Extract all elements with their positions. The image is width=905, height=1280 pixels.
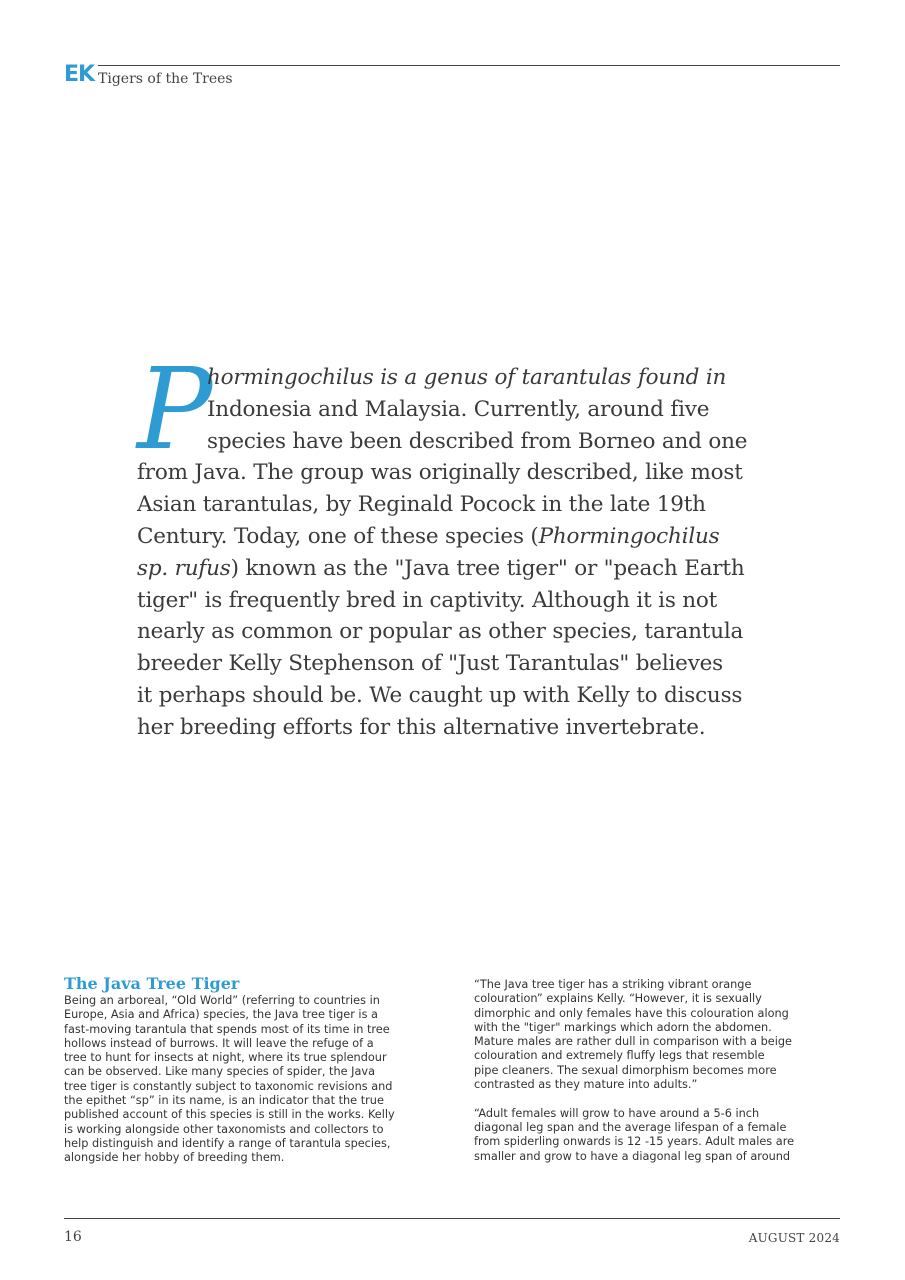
- intro-line: it perhaps should be. We caught up with Kelly to discuss: [137, 682, 743, 708]
- left-column: [64, 975, 424, 1166]
- body-line: diagonal leg span and the average lifespan of a female: [474, 1120, 787, 1134]
- body-line: from spiderling onwards is 12 -15 years. Adult males are: [474, 1135, 795, 1149]
- body-line: Mature males are rather dull in comparison with a beige: [474, 1035, 792, 1049]
- body-line: the epithet “sp” in its name, is an indicator that the true: [64, 1094, 384, 1108]
- body-line: tree tiger is constantly subject to taxonomic revisions and: [64, 1079, 393, 1093]
- column-heading: The Java Tree Tiger: [64, 974, 240, 993]
- paragraph-gap: [474, 1092, 834, 1106]
- right-column: [474, 978, 834, 1164]
- intro-line: sp. rufus) known as the "Java tree tiger" or "peach Earth: [137, 555, 745, 581]
- intro-line: Indonesia and Malaysia. Currently, around five: [207, 396, 710, 422]
- intro-line: Asian tarantulas, by Reginald Pocock in the late 19th: [137, 492, 706, 518]
- body-line: colouration and extremely fluffy legs that resemble: [474, 1049, 765, 1063]
- body-line: “The Java tree tiger has a striking vibrant orange: [474, 978, 752, 991]
- intro-line: her breeding efforts for this alternative invertebrate.: [137, 714, 706, 740]
- body-line: smaller and grow to have a diagonal leg span of around: [474, 1149, 791, 1163]
- section-title: Tigers of the Trees: [98, 71, 233, 87]
- intro-line: tiger" is frequently bred in captivity. Although it is not: [137, 587, 718, 613]
- body-line: with the "tiger" markings which adorn the abdomen.: [474, 1020, 772, 1034]
- body-line: “Adult females will grow to have around a 5-6 inch: [474, 1106, 760, 1120]
- intro-line: species have been described from Borneo and one: [207, 428, 748, 454]
- intro-line: Century. Today, one of these species (Phormingochilus: [137, 523, 720, 549]
- footer-rule: [64, 1218, 840, 1219]
- body-line: Europe, Asia and Africa) species, the Java tree tiger is a: [64, 1008, 378, 1022]
- body-line: pipe cleaners. The sexual dimorphism becomes more: [474, 1063, 777, 1077]
- body-line: help distinguish and identify a range of tarantula species,: [64, 1136, 391, 1150]
- page-number: 16: [64, 1229, 82, 1245]
- body-line: Being an arboreal, “Old World” (referring to countries in: [64, 994, 380, 1007]
- body-line: dimorphic and only females have this colouration along: [474, 1006, 789, 1020]
- intro-line: breeder Kelly Stephenson of "Just Tarantulas" believes: [137, 651, 723, 677]
- header-rule: [98, 65, 840, 66]
- body-line: published account of this species is still in the works. Kelly: [64, 1108, 395, 1122]
- intro-paragraph: [137, 362, 787, 744]
- intro-line: nearly as common or popular as other species, tarantula: [137, 619, 744, 645]
- intro-line: hormingochilus is a genus of tarantulas found in: [207, 365, 727, 390]
- intro-line: from Java. The group was originally described, like most: [137, 460, 743, 486]
- body-line: contrasted as they mature into adults.”: [474, 1078, 698, 1092]
- body-line: can be observed. Like many species of spider, the Java: [64, 1065, 376, 1079]
- body-line: alongside her hobby of breeding them.: [64, 1151, 285, 1165]
- body-line: colouration” explains Kelly. “However, it is sexually: [474, 992, 762, 1006]
- body-line: hollows instead of burrows. It will leave the refuge of a: [64, 1036, 374, 1050]
- magazine-logo: EK: [64, 62, 95, 87]
- body-line: tree to hunt for insects at night, where its true splendour: [64, 1051, 387, 1065]
- issue-date: AUGUST 2024: [748, 1231, 840, 1245]
- drop-cap: P: [137, 345, 213, 475]
- body-line: fast-moving tarantula that spends most of its time in tree: [64, 1022, 390, 1036]
- body-line: is working alongside other taxonomists and collectors to: [64, 1122, 384, 1136]
